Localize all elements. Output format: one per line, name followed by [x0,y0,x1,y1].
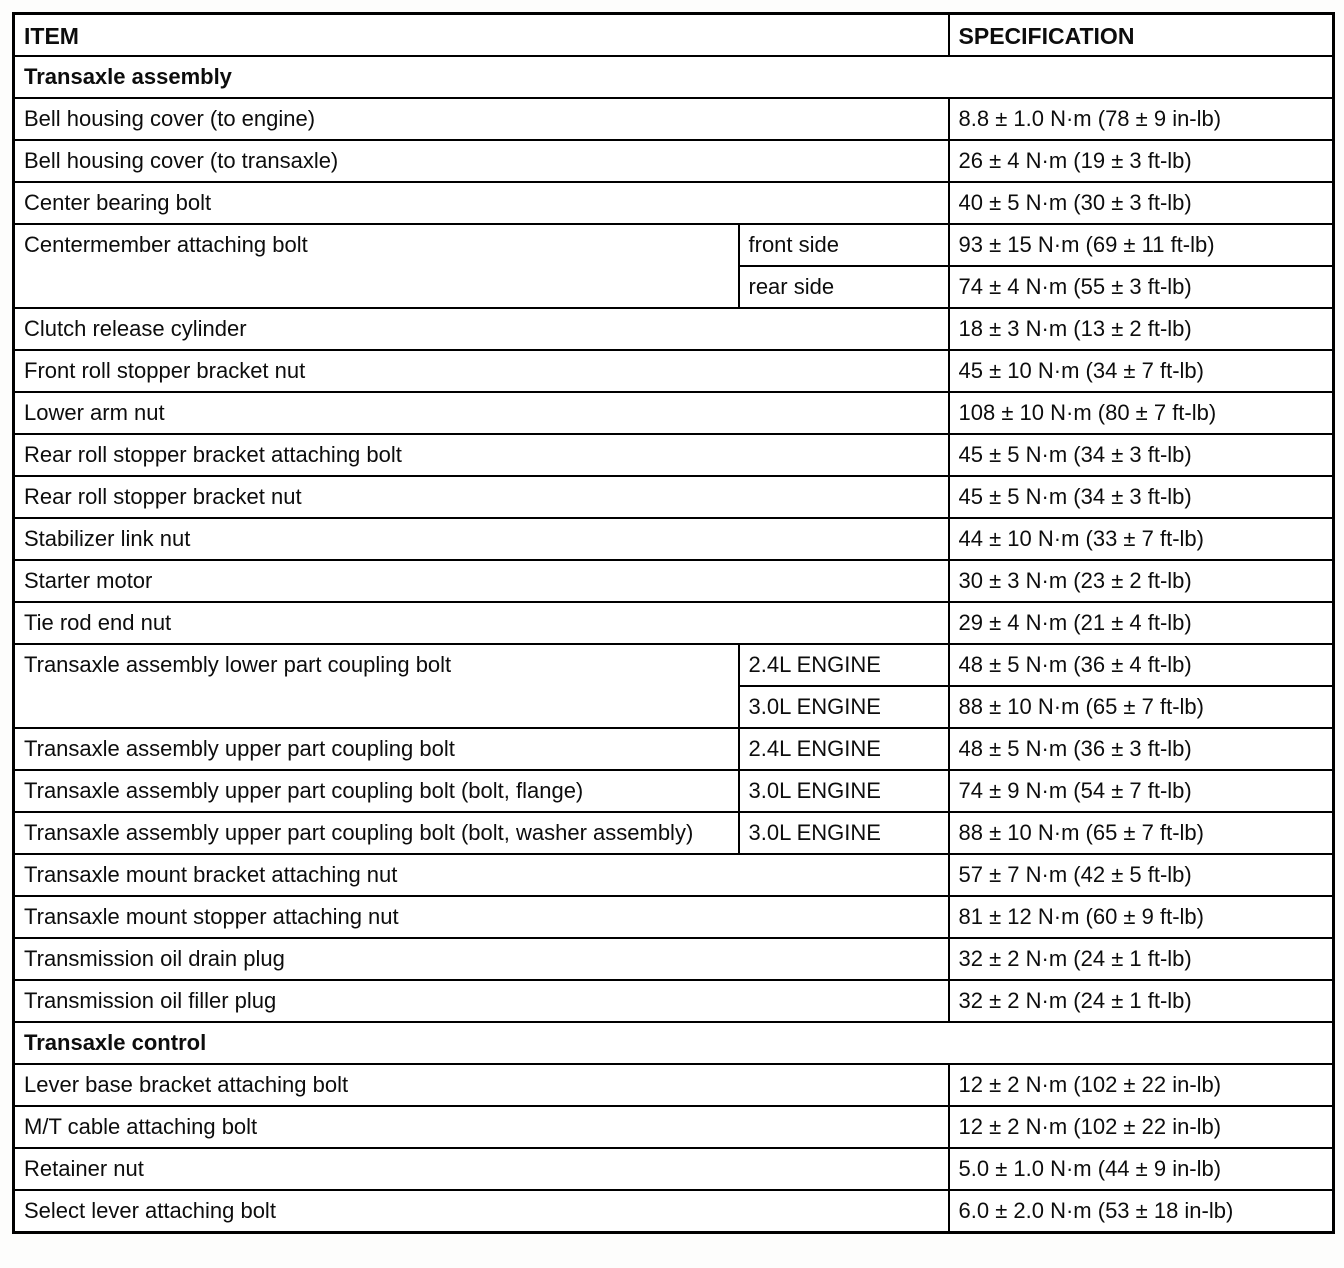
item-cell: Stabilizer link nut [14,518,949,560]
table-row [14,350,1334,392]
table-row [14,1190,1334,1233]
table-row [14,602,1334,644]
table-row [14,98,1334,140]
spec-cell: 32 ± 2 N·m (24 ± 1 ft-lb) [949,980,1334,1022]
variant-cell: 3.0L ENGINE [739,770,949,812]
spec-cell: 32 ± 2 N·m (24 ± 1 ft-lb) [949,938,1334,980]
item-cell: Transmission oil filler plug [14,980,949,1022]
header-specification: SPECIFICATION [949,14,1334,57]
spec-cell: 74 ± 9 N·m (54 ± 7 ft-lb) [949,770,1334,812]
table-row [14,476,1334,518]
spec-cell: 108 ± 10 N·m (80 ± 7 ft-lb) [949,392,1334,434]
item-cell: Rear roll stopper bracket nut [14,476,949,518]
variant-cell: 3.0L ENGINE [739,812,949,854]
table-row [14,308,1334,350]
item-cell: Select lever attaching bolt [14,1190,949,1233]
spec-cell: 12 ± 2 N·m (102 ± 22 in-lb) [949,1064,1334,1106]
header-row [14,14,1334,57]
table-row [14,1106,1334,1148]
table-row [14,518,1334,560]
item-cell: Rear roll stopper bracket attaching bolt [14,434,949,476]
section-row [14,1022,1334,1064]
table-body [14,56,1334,1233]
variant-cell: 3.0L ENGINE [739,686,949,728]
table-row [14,1064,1334,1106]
section-title: Transaxle control [14,1022,1334,1064]
spec-cell: 6.0 ± 2.0 N·m (53 ± 18 in-lb) [949,1190,1334,1233]
table-row [14,140,1334,182]
item-cell: M/T cable attaching bolt [14,1106,949,1148]
table-row [14,938,1334,980]
item-cell: Clutch release cylinder [14,308,949,350]
item-cell: Starter motor [14,560,949,602]
item-cell: Bell housing cover (to engine) [14,98,949,140]
table-row [14,1148,1334,1190]
spec-cell: 29 ± 4 N·m (21 ± 4 ft-lb) [949,602,1334,644]
torque-spec-table [12,12,1335,1234]
table-row [14,812,1334,854]
spec-cell: 44 ± 10 N·m (33 ± 7 ft-lb) [949,518,1334,560]
spec-cell: 45 ± 5 N·m (34 ± 3 ft-lb) [949,476,1334,518]
spec-cell: 48 ± 5 N·m (36 ± 3 ft-lb) [949,728,1334,770]
table-row [14,896,1334,938]
spec-cell: 74 ± 4 N·m (55 ± 3 ft-lb) [949,266,1334,308]
section-row [14,56,1334,98]
table-header [14,14,1334,57]
spec-cell: 48 ± 5 N·m (36 ± 4 ft-lb) [949,644,1334,686]
spec-cell: 30 ± 3 N·m (23 ± 2 ft-lb) [949,560,1334,602]
spec-cell: 5.0 ± 1.0 N·m (44 ± 9 in-lb) [949,1148,1334,1190]
item-cell: Tie rod end nut [14,602,949,644]
spec-cell: 93 ± 15 N·m (69 ± 11 ft-lb) [949,224,1334,266]
table-row [14,392,1334,434]
item-cell: Transaxle assembly upper part coupling bolt [14,728,739,770]
item-cell: Transaxle mount bracket attaching nut [14,854,949,896]
spec-cell: 26 ± 4 N·m (19 ± 3 ft-lb) [949,140,1334,182]
table-row [14,980,1334,1022]
variant-cell: rear side [739,266,949,308]
item-cell: Transaxle assembly lower part coupling bolt [14,644,739,728]
spec-cell: 40 ± 5 N·m (30 ± 3 ft-lb) [949,182,1334,224]
item-cell: Bell housing cover (to transaxle) [14,140,949,182]
item-cell: Front roll stopper bracket nut [14,350,949,392]
item-cell: Retainer nut [14,1148,949,1190]
variant-cell: front side [739,224,949,266]
header-item: ITEM [14,14,949,57]
item-cell: Centermember attaching bolt [14,224,739,308]
table-row [14,434,1334,476]
table-row [14,224,1334,266]
item-cell: Transaxle assembly upper part coupling bolt (bolt, washer assembly) [14,812,739,854]
spec-cell: 12 ± 2 N·m (102 ± 22 in-lb) [949,1106,1334,1148]
spec-cell: 8.8 ± 1.0 N·m (78 ± 9 in-lb) [949,98,1334,140]
item-cell: Transaxle mount stopper attaching nut [14,896,949,938]
spec-cell: 88 ± 10 N·m (65 ± 7 ft-lb) [949,686,1334,728]
spec-cell: 45 ± 10 N·m (34 ± 7 ft-lb) [949,350,1334,392]
variant-cell: 2.4L ENGINE [739,728,949,770]
section-title: Transaxle assembly [14,56,1334,98]
table-row [14,182,1334,224]
spec-cell: 57 ± 7 N·m (42 ± 5 ft-lb) [949,854,1334,896]
table-row [14,770,1334,812]
spec-cell: 81 ± 12 N·m (60 ± 9 ft-lb) [949,896,1334,938]
variant-cell: 2.4L ENGINE [739,644,949,686]
item-cell: Center bearing bolt [14,182,949,224]
item-cell: Lower arm nut [14,392,949,434]
item-cell: Transmission oil drain plug [14,938,949,980]
spec-cell: 88 ± 10 N·m (65 ± 7 ft-lb) [949,812,1334,854]
spec-cell: 18 ± 3 N·m (13 ± 2 ft-lb) [949,308,1334,350]
table-row [14,644,1334,686]
item-cell: Lever base bracket attaching bolt [14,1064,949,1106]
table-row [14,560,1334,602]
table-row [14,854,1334,896]
spec-cell: 45 ± 5 N·m (34 ± 3 ft-lb) [949,434,1334,476]
item-cell: Transaxle assembly upper part coupling bolt (bolt, flange) [14,770,739,812]
table-row [14,728,1334,770]
